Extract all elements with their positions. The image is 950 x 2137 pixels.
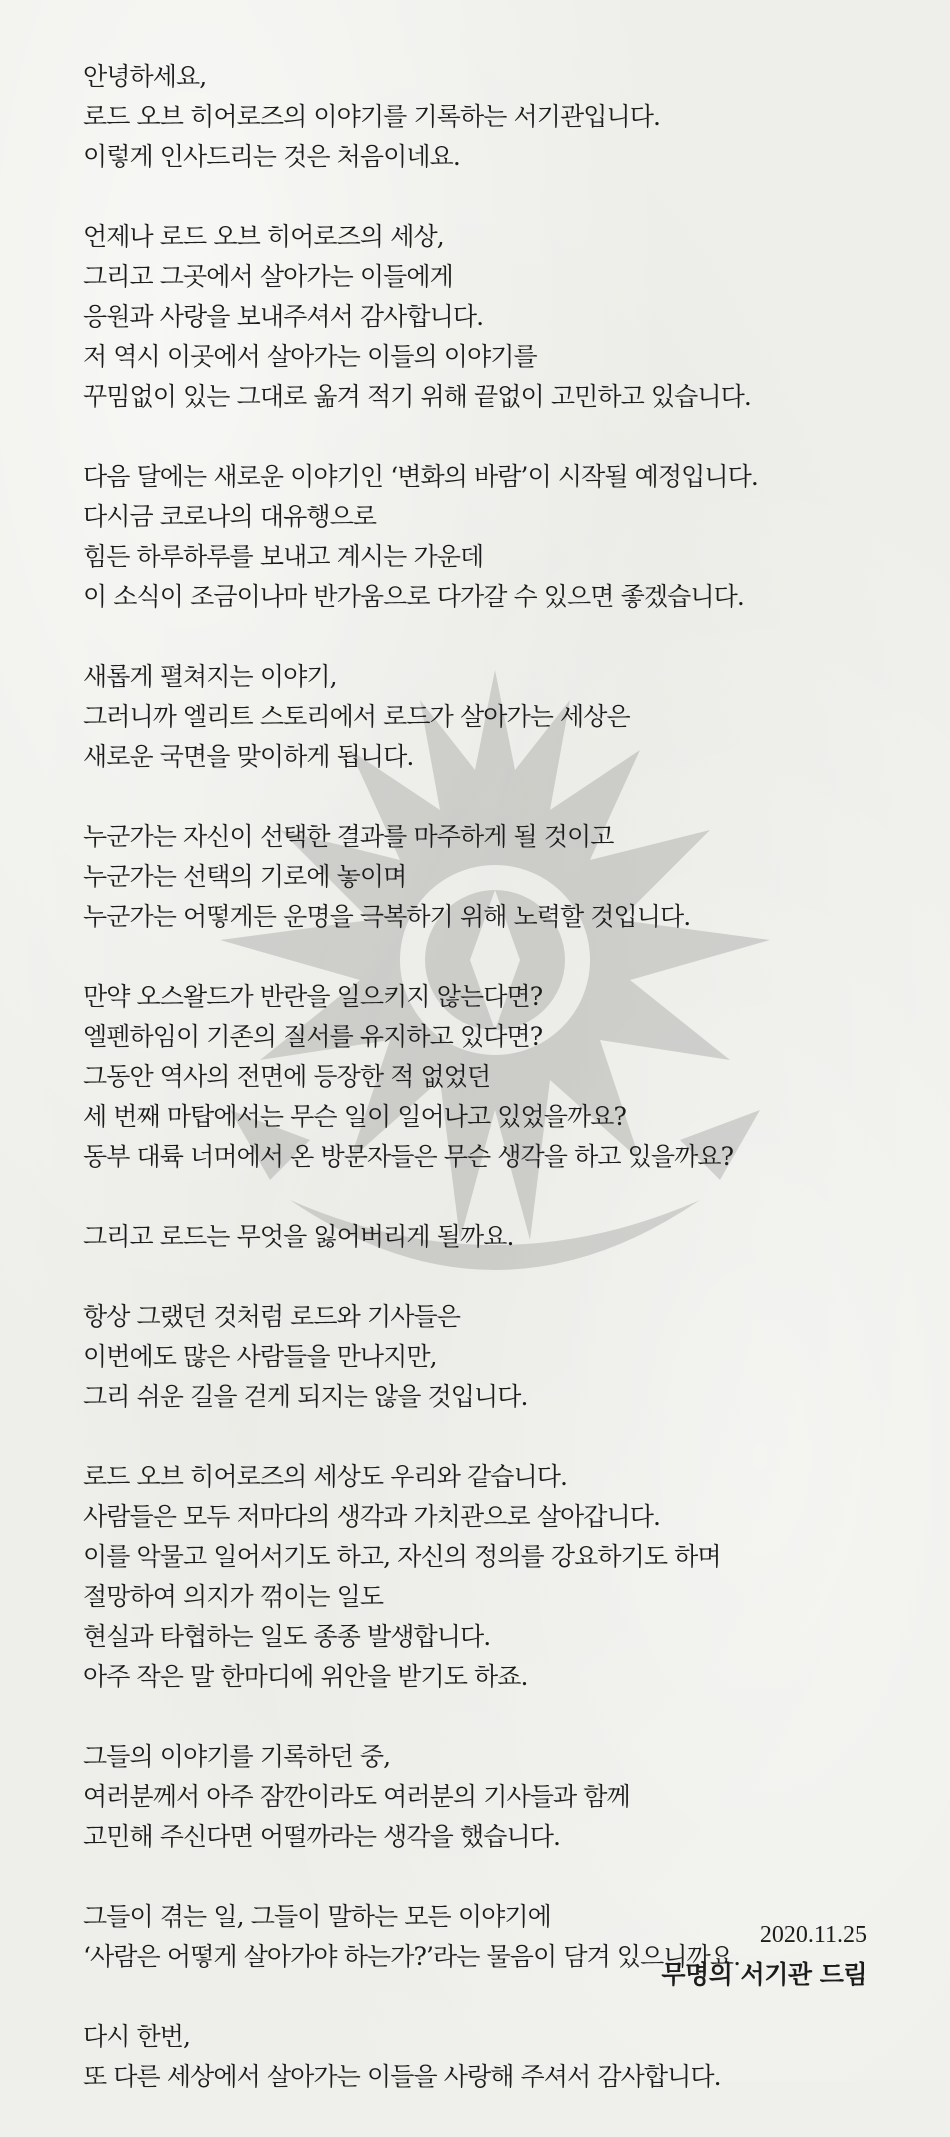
letter-line: 그들이 겪는 일, 그들이 말하는 모든 이야기에 (83, 1902, 551, 1931)
letter-line: 동부 대륙 너머에서 온 방문자들은 무슨 생각을 하고 있을까요? (83, 1142, 734, 1171)
letter-line: 그리고 그곳에서 살아가는 이들에게 (83, 262, 453, 291)
letter-line: 그동안 역사의 전면에 등장한 적 없었던 (83, 1062, 491, 1091)
letter-paragraph (83, 1737, 883, 1857)
letter-line: 이번에도 많은 사람들을 만나지만, (83, 1342, 437, 1371)
letter-line: 다음 달에는 새로운 이야기인 ‘변화의 바람’이 시작될 예정입니다. (83, 462, 758, 491)
letter-paragraph (83, 217, 883, 417)
letter-line: 다시 한번, (83, 2022, 191, 2051)
letter-line: 누군가는 자신이 선택한 결과를 마주하게 될 것이고 (83, 822, 614, 851)
letter-line: 언제나 로드 오브 히어로즈의 세상, (83, 222, 444, 251)
letter-paragraph (83, 2017, 883, 2097)
letter-line: 누군가는 어떻게든 운명을 극복하기 위해 노력할 것입니다. (83, 902, 691, 931)
letter-line: 또 다른 세상에서 살아가는 이들을 사랑해 주셔서 감사합니다. (83, 2062, 721, 2091)
letter-line: 다시금 코로나의 대유행으로 (83, 502, 377, 531)
signature-block (661, 1915, 867, 1995)
signature-name: 무명의 서기관 드림 (661, 1960, 867, 1989)
letter-line: 이를 악물고 일어서기도 하고, 자신의 정의를 강요하기도 하며 (83, 1542, 721, 1571)
letter-paragraph (83, 457, 883, 617)
letter-paragraph (83, 1457, 883, 1697)
letter-line: 로드 오브 히어로즈의 이야기를 기록하는 서기관입니다. (83, 102, 661, 131)
letter-line: 세 번째 마탑에서는 무슨 일이 일어나고 있었을까요? (83, 1102, 627, 1131)
letter-line: 이렇게 인사드리는 것은 처음이네요. (83, 142, 460, 171)
letter-line: 새롭게 펼쳐지는 이야기, (83, 662, 337, 691)
letter-line: 항상 그랬던 것처럼 로드와 기사들은 (83, 1302, 460, 1331)
letter-line: 여러분께서 아주 잠깐이라도 여러분의 기사들과 함께 (83, 1782, 630, 1811)
letter-line: 응원과 사랑을 보내주셔서 감사합니다. (83, 302, 484, 331)
letter-line: 안녕하세요, (83, 62, 207, 91)
letter-line: 아주 작은 말 한마디에 위안을 받기도 하죠. (83, 1662, 528, 1691)
signature-date: 2020.11.25 (759, 1922, 867, 1948)
letter-paragraph (83, 1297, 883, 1417)
letter-line: 그리 쉬운 길을 걷게 되지는 않을 것입니다. (83, 1382, 528, 1411)
letter-paragraph (83, 977, 883, 1177)
letter-line: 현실과 타협하는 일도 종종 발생합니다. (83, 1622, 491, 1651)
letter-line: 그리고 로드는 무엇을 잃어버리게 될까요. (83, 1222, 514, 1251)
letter-line: 저 역시 이곳에서 살아가는 이들의 이야기를 (83, 342, 537, 371)
letter-paragraph (83, 657, 883, 777)
letter-line: 사람들은 모두 저마다의 생각과 가치관으로 살아갑니다. (83, 1502, 661, 1531)
letter-line: 고민해 주신다면 어떨까라는 생각을 했습니다. (83, 1822, 560, 1851)
letter-paragraph (83, 1217, 883, 1257)
letter-body (83, 57, 883, 2137)
letter-line: 절망하여 의지가 꺾이는 일도 (83, 1582, 384, 1611)
letter-paragraph (83, 817, 883, 937)
letter-line: 그러니까 엘리트 스토리에서 로드가 살아가는 세상은 (83, 702, 630, 731)
letter-line: 만약 오스왈드가 반란을 일으키지 않는다면? (83, 982, 543, 1011)
letter-line: 누군가는 선택의 기로에 놓이며 (83, 862, 407, 891)
letter-line: 꾸밈없이 있는 그대로 옮겨 적기 위해 끝없이 고민하고 있습니다. (83, 382, 751, 411)
letter-line: ‘사람은 어떻게 살아가야 하는가?’라는 물음이 담겨 있으니까요. (83, 1942, 741, 1971)
letter-line: 힘든 하루하루를 보내고 계시는 가운데 (83, 542, 484, 571)
letter-paragraph (83, 57, 883, 177)
letter-line: 그들의 이야기를 기록하던 중, (83, 1742, 391, 1771)
letter-line: 새로운 국면을 맞이하게 됩니다. (83, 742, 414, 771)
letter-line: 이 소식이 조금이나마 반가움으로 다가갈 수 있으면 좋겠습니다. (83, 582, 744, 611)
letter-line: 로드 오브 히어로즈의 세상도 우리와 같습니다. (83, 1462, 568, 1491)
letter-line: 엘펜하임이 기존의 질서를 유지하고 있다면? (83, 1022, 543, 1051)
